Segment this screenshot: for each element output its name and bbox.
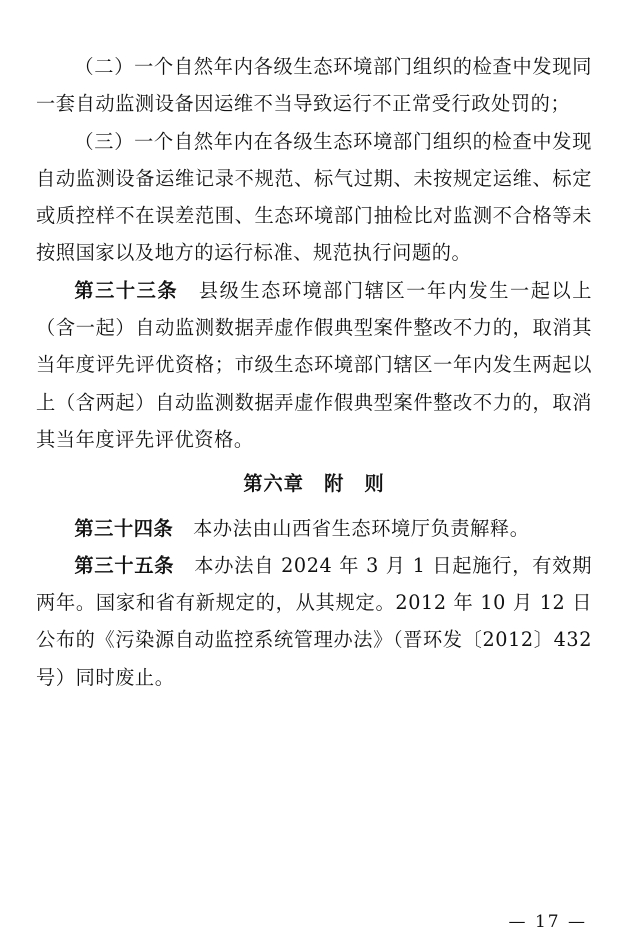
article-34-text: 本办法由山西省生态环境厅负责解释。 (193, 516, 530, 540)
document-body (36, 48, 592, 696)
chapter-title: 第六章 附 则 (243, 472, 385, 496)
article-35-text: 本办法自 2024 年 3 月 1 日起施行，有效期两年。国家和省有新规定的，从其规定。2012 年 10 月 12 日公布的《污染源自动监控系统管理办法》（晋环发〔2012〕432 号）同时废止。 (36, 553, 592, 689)
clause-item-2: （二）一个自然年内各级生态环境部门组织的检查中发现同一套自动监测设备因运维不当导致运行不正常受行政处罚的； (36, 55, 592, 116)
article-33-label: 第三十三条 (74, 278, 179, 302)
article-33 (36, 272, 592, 458)
article-34-label: 第三十四条 (74, 516, 174, 540)
clause-item-3: （三）一个自然年内在各级生态环境部门组织的检查中发现自动监测设备运维记录不规范、标气过期、未按规定运维、标定或质控样不在误差范围、生态环境部门抽检比对监测不合格等未按照国家以及地方的运行标准、规范执行问题的。 (36, 129, 592, 265)
article-33-text: 县级生态环境部门辖区一年内发生一起以上（含一起）自动监测数据弄虚作假典型案件整改不力的，取消其当年度评先评优资格；市级生态环境部门辖区一年内发生两起以上（含两起）自动监测数据弄虚作假典型案件整改不力的，取消其当年度评先评优资格。 (36, 278, 593, 451)
article-35 (36, 547, 592, 696)
page-number: — 17 — (508, 912, 587, 932)
article-35-label: 第三十五条 (74, 553, 175, 577)
article-34 (36, 510, 592, 547)
